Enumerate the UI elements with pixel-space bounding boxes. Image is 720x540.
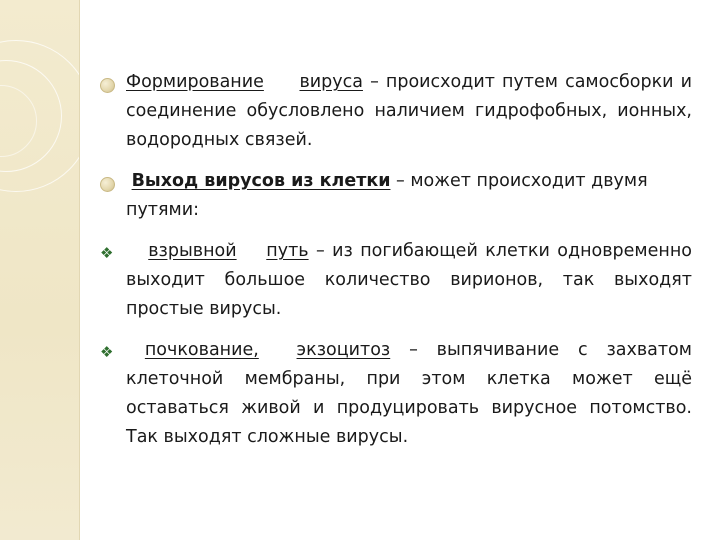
decorative-side-panel xyxy=(0,0,80,540)
paragraph xyxy=(126,167,692,225)
term: Формирование xyxy=(126,72,264,92)
disc-bullet-icon xyxy=(100,177,115,192)
list-item xyxy=(100,68,692,155)
term: вируса xyxy=(299,72,363,92)
term: взрывной xyxy=(148,241,237,261)
list-item xyxy=(100,167,692,225)
list-item xyxy=(100,237,692,324)
term: путь xyxy=(266,241,309,261)
diamond-bullet-icon: ❖ xyxy=(100,343,114,361)
term: экзоцитоз xyxy=(296,340,391,360)
paragraph xyxy=(126,237,692,324)
paragraph xyxy=(126,336,692,452)
item-text: – происходит путем самосборки и соединение обусловлено наличием гидрофобных, ионных, водородных связей. xyxy=(126,72,692,150)
item-text: – может происходит двумя путями: xyxy=(126,171,648,220)
diamond-bullet-icon: ❖ xyxy=(100,244,114,262)
item-text: – из погибающей клетки одновременно выходит большое количество вирионов, так выходят простые вирусы. xyxy=(126,241,692,319)
term: Выход вирусов из клетки xyxy=(131,171,391,191)
paragraph xyxy=(126,68,692,155)
slide-content xyxy=(100,68,692,464)
term: почкование, xyxy=(144,340,259,360)
disc-bullet-icon xyxy=(100,78,115,93)
item-text: – выпячивание с захватом клеточной мембраны, при этом клетка может ещё оставаться живой и продуцировать вирусное потомство. Так выходят сложные вирусы. xyxy=(126,340,692,447)
list-item xyxy=(100,336,692,452)
